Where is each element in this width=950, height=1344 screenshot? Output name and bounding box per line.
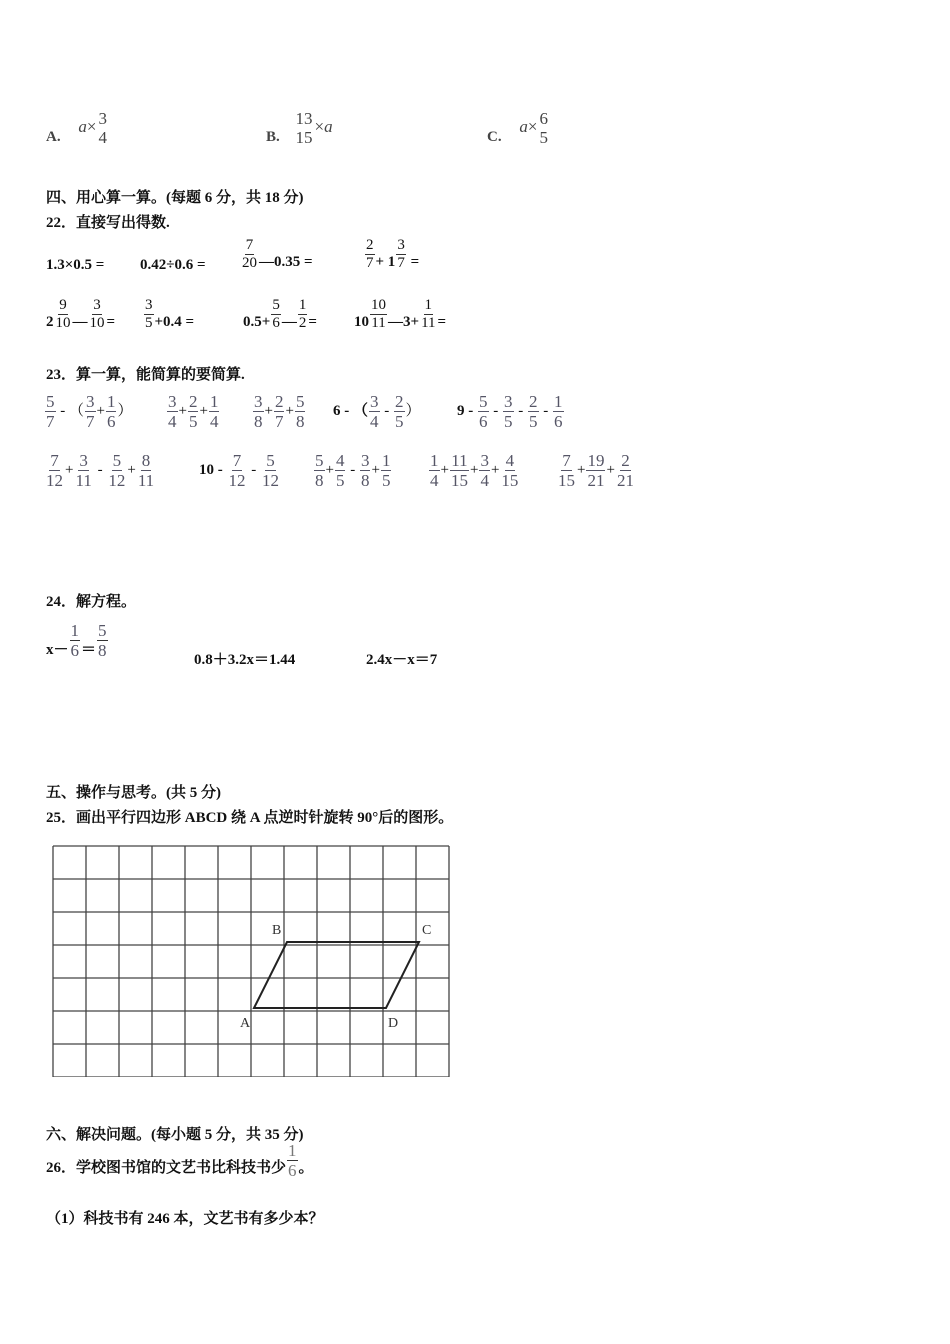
- frac-den: 4: [168, 412, 177, 431]
- expr-op: —: [281, 313, 297, 330]
- frac-num: 3: [397, 237, 405, 253]
- section-4-title: 四、用心算一算。(每题 6 分，共 18 分): [46, 190, 304, 206]
- frac-num: 10: [371, 297, 386, 313]
- point-label-a: A: [240, 1016, 251, 1031]
- expr-op: +: [65, 461, 74, 478]
- frac-num: 2: [274, 392, 284, 411]
- frac-den: 6: [70, 641, 80, 660]
- frac-num: 3: [360, 451, 370, 470]
- grid-lines: [53, 846, 449, 1077]
- expr-op: +: [96, 402, 105, 419]
- frac-den: 11: [421, 315, 436, 331]
- option-a-num: 3: [98, 109, 107, 128]
- expr-pre: x－: [46, 641, 69, 658]
- q26-text: 26．学校图书馆的文艺书比科技书少: [46, 1159, 287, 1176]
- q22-expr-3: [240, 238, 313, 271]
- option-a-var: a: [78, 116, 87, 136]
- frac-den: 11: [75, 471, 92, 490]
- option-c-num: 6: [539, 109, 548, 128]
- q23-expr-5: [457, 393, 565, 430]
- grid-figure: [50, 843, 456, 1077]
- expr-op: -: [539, 402, 552, 419]
- frac-den: 15: [558, 471, 575, 490]
- expr-op: -: [489, 402, 502, 419]
- whole-number: 10: [354, 313, 369, 330]
- frac-num: 5: [272, 297, 280, 313]
- frac-den: 10: [55, 315, 71, 331]
- expr-op: +: [264, 402, 273, 419]
- frac-num: 2: [395, 392, 404, 411]
- frac-num: 2: [188, 392, 198, 411]
- frac-num: 1: [70, 621, 80, 640]
- q22-expr-1: 1.3×0.5 =: [46, 257, 105, 273]
- frac-num: 8: [141, 451, 151, 470]
- frac-den: 6: [288, 1161, 297, 1180]
- frac-num: 5: [479, 392, 488, 411]
- q22-expr-6: [143, 298, 194, 331]
- frac-den: 6: [272, 315, 280, 331]
- frac-num: 1: [430, 451, 439, 470]
- option-b-op: ×: [314, 116, 325, 136]
- whole-number: 2: [46, 313, 54, 330]
- parallelogram-abcd: [254, 942, 419, 1008]
- frac-den: 11: [371, 315, 386, 331]
- expr-tail: +0.4 =: [154, 313, 195, 330]
- expr-pre: 6 - （: [333, 402, 368, 419]
- expr-op: +: [440, 461, 449, 478]
- frac-den: 4: [430, 471, 439, 490]
- expr-op: -: [514, 402, 527, 419]
- frac-den: 5: [504, 412, 513, 431]
- q26-sub-1: （1）科技书有 246 本，文艺书有多少本？: [46, 1211, 324, 1227]
- q26-tail: 。: [298, 1159, 314, 1176]
- q22-expr-5: [46, 298, 115, 331]
- expr-pre: 10 -: [199, 461, 227, 478]
- q22-title: 22．直接写出得数.: [46, 215, 170, 231]
- option-b-label: B.: [266, 129, 280, 145]
- frac-den: 21: [587, 471, 605, 490]
- frac-num: 2: [529, 392, 538, 411]
- frac-num: 1: [288, 1141, 297, 1160]
- frac-num: 4: [335, 451, 345, 470]
- frac-num: 7: [232, 451, 242, 470]
- frac-den: 2: [298, 315, 307, 331]
- frac-num: 1: [554, 392, 563, 411]
- expr-op: +: [285, 402, 294, 419]
- frac-den: 11: [137, 471, 155, 490]
- frac-num: 5: [46, 392, 55, 411]
- frac-num: 1: [209, 392, 219, 411]
- point-label-b: B: [272, 923, 282, 938]
- frac-den: 12: [108, 471, 126, 490]
- q23-expr-1: [44, 393, 132, 430]
- frac-den: 5: [145, 315, 153, 331]
- frac-den: 4: [209, 412, 219, 431]
- expr-pre: 9 -: [457, 402, 477, 419]
- expr-tail: =: [106, 313, 116, 330]
- q22-expr-2: 0.42÷0.6 =: [140, 257, 206, 273]
- expr-op: —3+: [388, 313, 420, 330]
- frac-num: 3: [254, 392, 263, 411]
- expr-op: +: [606, 461, 615, 478]
- frac-den: 4: [370, 412, 379, 431]
- frac-den: 7: [46, 412, 55, 431]
- frac-num: 1: [424, 297, 433, 313]
- frac-num: 1: [106, 392, 116, 411]
- frac-den: 8: [295, 412, 305, 431]
- expr-pre: 0.5+: [243, 313, 271, 330]
- expr-op: —: [72, 313, 88, 330]
- frac-num: 3: [93, 297, 101, 313]
- expr-op: +: [127, 461, 136, 478]
- frac-den: 5: [395, 412, 404, 431]
- frac-den: 12: [46, 471, 63, 490]
- frac-den: 5: [529, 412, 538, 431]
- option-b-var: a: [324, 116, 333, 136]
- expr-tail: =: [406, 253, 420, 270]
- expr-op: -: [346, 461, 359, 478]
- q25-title: 25．画出平行四边形 ABCD 绕 A 点逆时针旋转 90°后的图形。: [46, 810, 454, 826]
- frac-num: 5: [315, 451, 324, 470]
- frac-num: 2: [621, 451, 630, 470]
- expr-op: - （: [56, 402, 84, 419]
- frac-den: 10: [89, 315, 105, 331]
- q22-expr-4: [364, 238, 419, 271]
- q26-title: [46, 1142, 314, 1179]
- frac-num: 5: [295, 392, 305, 411]
- option-c-den: 5: [539, 128, 548, 147]
- option-c: [487, 101, 550, 146]
- frac-num: 9: [59, 297, 67, 313]
- option-a-op: ×: [86, 116, 97, 136]
- frac-den: 7: [274, 412, 284, 431]
- option-a-label: A.: [46, 129, 61, 145]
- frac-den: 8: [254, 412, 263, 431]
- expr-op: + 1: [375, 253, 396, 270]
- frac-num: 3: [370, 392, 379, 411]
- frac-num: 3: [145, 297, 153, 313]
- expr-op: ）: [117, 402, 133, 419]
- expr-op: +: [325, 461, 334, 478]
- frac-num: 3: [504, 392, 513, 411]
- q24-title: 24．解方程。: [46, 594, 137, 610]
- frac-den: 6: [554, 412, 563, 431]
- frac-den: 6: [106, 412, 116, 431]
- frac-num: 1: [298, 297, 307, 313]
- expr-op: +: [199, 402, 208, 419]
- section-5-title: 五、操作与思考。(共 5 分): [46, 785, 221, 801]
- q23-expr-3: [252, 393, 306, 430]
- q23-expr-8: [313, 452, 392, 489]
- q22-expr-7: [243, 298, 317, 331]
- frac-den: 7: [366, 255, 374, 271]
- frac-num: 3: [79, 451, 88, 470]
- frac-den: 20: [242, 255, 257, 271]
- frac-num: 11: [451, 451, 468, 470]
- expr-tail: —0.35 =: [259, 253, 313, 270]
- option-b: [266, 101, 333, 146]
- expr-op: +: [577, 461, 586, 478]
- frac-den: 12: [228, 471, 246, 490]
- option-b-num: 13: [295, 109, 313, 128]
- frac-num: 7: [245, 237, 254, 253]
- frac-num: 3: [168, 392, 177, 411]
- expr-tail: =: [308, 313, 317, 330]
- frac-den: 15: [450, 471, 468, 490]
- frac-den: 8: [315, 471, 324, 490]
- frac-num: 19: [587, 451, 605, 470]
- option-b-den: 15: [295, 128, 313, 147]
- point-label-d: D: [388, 1016, 399, 1031]
- frac-num: 4: [505, 451, 515, 470]
- q22-expr-8: [354, 298, 446, 331]
- frac-num: 2: [366, 237, 374, 253]
- expr-op: +: [469, 461, 479, 478]
- section-6-title: 六、解决问题。(每小题 5 分，共 35 分): [46, 1127, 304, 1143]
- frac-den: 7: [86, 412, 95, 431]
- expr-op: +: [490, 461, 500, 478]
- frac-den: 5: [381, 471, 391, 490]
- frac-den: 6: [479, 412, 488, 431]
- expr-op: ）: [405, 402, 421, 419]
- frac-den: 21: [616, 471, 634, 490]
- option-c-label: C.: [487, 129, 502, 145]
- frac-den: 8: [98, 641, 107, 660]
- q24-eq-3: 2.4x－x＝7: [366, 652, 438, 668]
- q23-expr-9: [428, 452, 520, 489]
- q23-expr-6: [44, 452, 156, 489]
- frac-den: 15: [501, 471, 519, 490]
- q23-expr-7: [199, 452, 281, 489]
- expr-op: -: [247, 461, 260, 478]
- expr-tail: =: [437, 313, 447, 330]
- frac-num: 5: [98, 621, 107, 640]
- frac-num: 5: [112, 451, 122, 470]
- option-c-op: ×: [527, 116, 538, 136]
- option-a-den: 4: [98, 128, 107, 147]
- frac-den: 5: [335, 471, 345, 490]
- frac-num: 3: [86, 392, 95, 411]
- expr-op: ＝: [81, 641, 97, 658]
- q24-eq-1: [46, 622, 109, 659]
- q23-expr-4: [333, 393, 421, 430]
- frac-num: 7: [50, 451, 59, 470]
- frac-num: 1: [381, 451, 391, 470]
- frac-den: 7: [397, 255, 405, 271]
- expr-op: +: [178, 402, 187, 419]
- point-label-c: C: [422, 923, 432, 938]
- frac-num: 3: [480, 451, 489, 470]
- expr-op: +: [371, 461, 380, 478]
- frac-num: 5: [266, 451, 275, 470]
- frac-num: 7: [562, 451, 571, 470]
- frac-den: 5: [188, 412, 198, 431]
- q23-expr-10: [556, 452, 636, 489]
- expr-op: -: [93, 461, 107, 478]
- q23-expr-2: [166, 393, 220, 430]
- frac-den: 12: [262, 471, 279, 490]
- q23-title: 23．算一算，能简算的要简算.: [46, 367, 245, 383]
- option-a: [46, 101, 109, 146]
- q24-eq-2: 0.8＋3.2x＝1.44: [194, 652, 296, 668]
- expr-op: -: [380, 402, 393, 419]
- frac-den: 4: [480, 471, 489, 490]
- option-c-var: a: [519, 116, 528, 136]
- frac-den: 8: [360, 471, 370, 490]
